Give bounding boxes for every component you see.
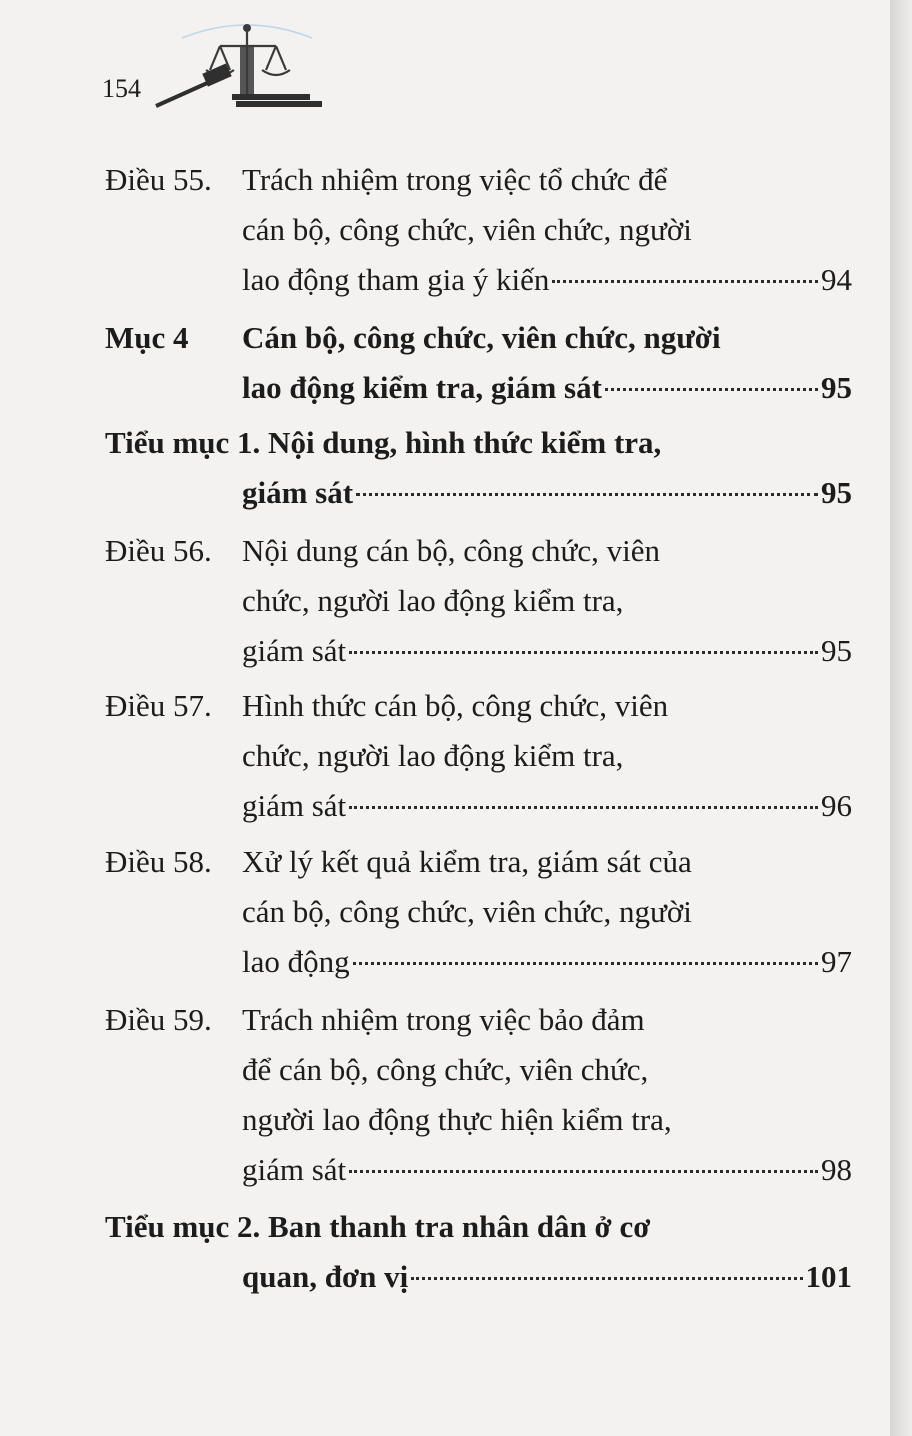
toc-entry-link[interactable] xyxy=(242,942,852,982)
toc-page-number: 95 xyxy=(821,370,852,405)
toc-entry-link[interactable] xyxy=(242,631,852,671)
toc-label: Điều 56. xyxy=(105,533,212,568)
toc-entry-line: Trách nhiệm trong việc bảo đảm xyxy=(242,1002,645,1037)
dot-leader xyxy=(411,1277,802,1280)
page-edge xyxy=(890,0,912,1436)
toc-heading: Tiểu mục 1. Nội dung, hình thức kiểm tra, xyxy=(105,425,662,460)
toc-label: Điều 57. xyxy=(105,688,212,723)
toc-entry-link[interactable] xyxy=(242,1257,852,1297)
toc-page-number: 98 xyxy=(821,1152,852,1187)
page-number: 154 xyxy=(102,74,141,103)
toc-entry-line: Trách nhiệm trong việc tổ chức để xyxy=(242,162,668,197)
toc-entry-line: lao động xyxy=(242,944,350,979)
dot-leader xyxy=(552,280,818,283)
toc-entry-line: chức, người lao động kiểm tra, xyxy=(242,583,624,618)
toc-entry-line: cán bộ, công chức, viên chức, người xyxy=(242,894,692,929)
toc-label: Điều 58. xyxy=(105,844,212,879)
toc-heading: Tiểu mục 2. Ban thanh tra nhân dân ở cơ xyxy=(105,1209,651,1244)
toc-entry-link[interactable] xyxy=(242,260,852,300)
toc-entry-line: lao động tham gia ý kiến xyxy=(242,262,550,297)
toc-page-number: 97 xyxy=(821,944,852,979)
toc-entry-line: người lao động thực hiện kiểm tra, xyxy=(242,1102,672,1137)
dot-leader xyxy=(349,651,818,654)
toc-page-number: 96 xyxy=(821,788,852,823)
toc-entry-link[interactable] xyxy=(242,368,852,408)
dot-leader xyxy=(353,962,818,965)
toc-entry-line: giám sát xyxy=(242,633,347,668)
toc-page-number: 95 xyxy=(821,633,852,668)
toc-entry-link[interactable] xyxy=(242,473,852,513)
dot-leader xyxy=(349,806,818,809)
dot-leader xyxy=(605,388,818,391)
toc-entry-line: giám sát xyxy=(242,475,354,510)
toc-entry-link[interactable] xyxy=(242,786,852,826)
dot-leader xyxy=(349,1170,818,1173)
toc-page-number: 94 xyxy=(821,262,852,297)
toc-entry-line: giám sát xyxy=(242,788,347,823)
dot-leader xyxy=(356,493,818,496)
toc-entry-line: chức, người lao động kiểm tra, xyxy=(242,738,624,773)
toc-entry-line: quan, đơn vị xyxy=(242,1259,409,1294)
toc-entry-line: Cán bộ, công chức, viên chức, người xyxy=(242,320,721,355)
toc-label: Điều 55. xyxy=(105,162,212,197)
toc-entry-line: Hình thức cán bộ, công chức, viên xyxy=(242,688,669,723)
toc-page-number: 101 xyxy=(805,1259,852,1294)
toc-entry-line: giám sát xyxy=(242,1152,347,1187)
toc-entry-line: Nội dung cán bộ, công chức, viên xyxy=(242,533,660,568)
toc-entry-line: lao động kiểm tra, giám sát xyxy=(242,370,602,405)
toc-entry-line: Xử lý kết quả kiểm tra, giám sát của xyxy=(242,844,692,879)
toc-label: Điều 59. xyxy=(105,1002,212,1037)
toc-entry-link[interactable] xyxy=(242,1150,852,1190)
toc-label: Mục 4 xyxy=(105,320,189,355)
toc-entry-line: cán bộ, công chức, viên chức, người xyxy=(242,212,692,247)
toc-entry-line: để cán bộ, công chức, viên chức, xyxy=(242,1052,649,1087)
toc-page-number: 95 xyxy=(821,475,852,510)
